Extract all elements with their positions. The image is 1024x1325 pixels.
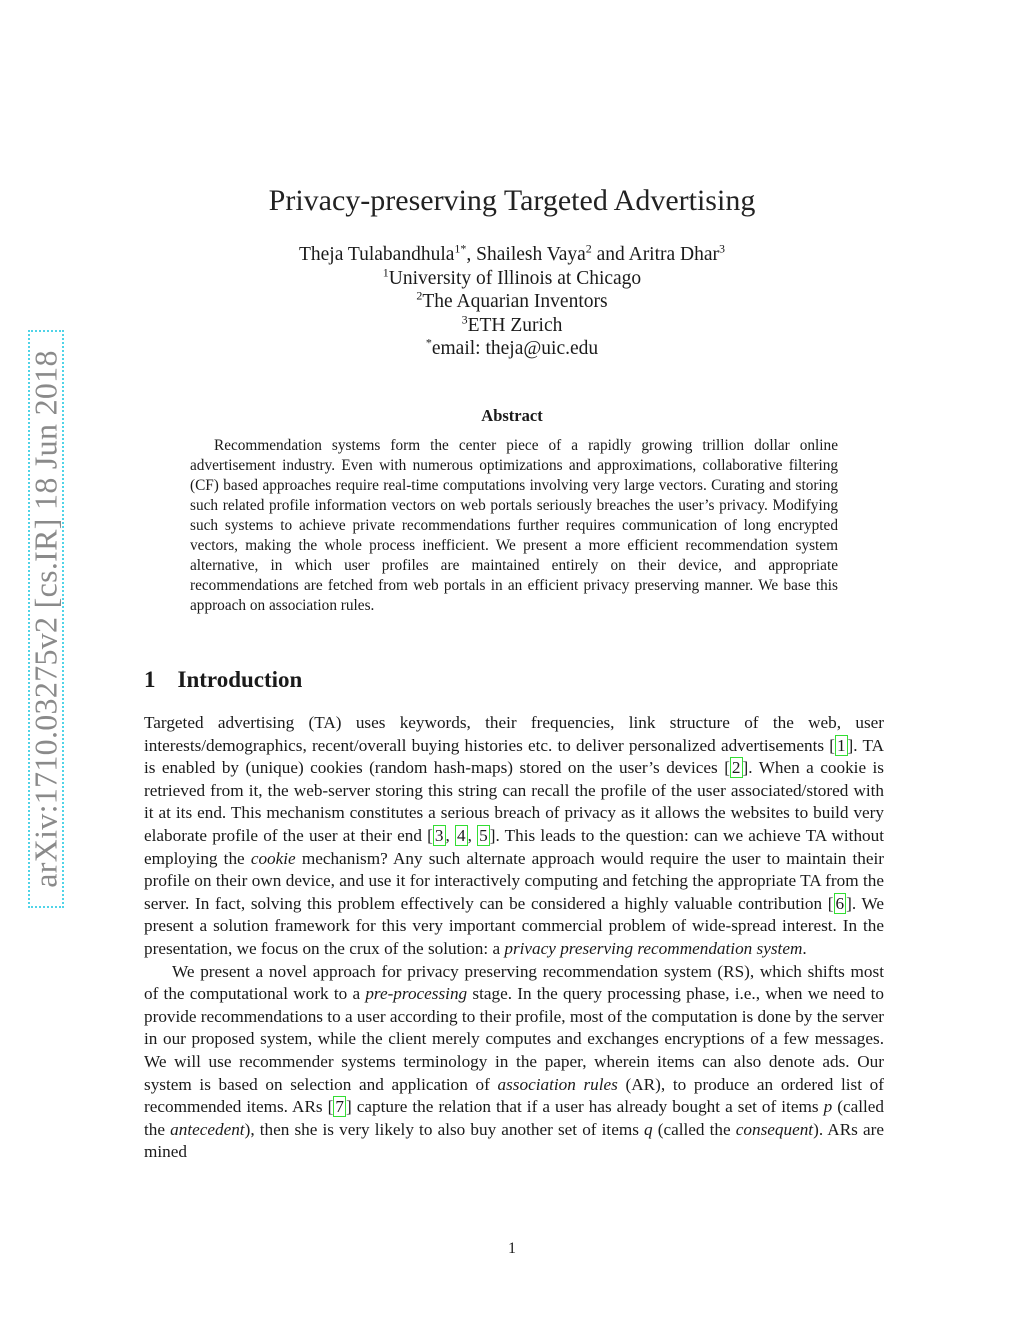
emphasis: cookie — [250, 848, 296, 868]
affiliation — [0, 290, 1024, 314]
text-run: (called the — [652, 1119, 736, 1139]
affiliation-name: University of Illinois at Chicago — [388, 267, 642, 289]
paragraph: Targeted advertising (TA) uses keywords, their frequencies, link structure of the web, user interests/demographics, recent/overall buying histories etc. to deliver personalized advertisements [ 1 ]. TA is enabled by (unique) cookies (random hash-maps) stored on the user’s devices [ 2 ]. When a cookie is retrieved from it, the web-server storing this string can recall the profile of the user associated/stored with it at its end. This mechanism constitutes a serious breach of privacy as it allows the websites to build very elaborate profile of the user at their end [ 3 , 4 , 5 ]. This leads to the question: can we achieve TA without employing the cookie mechanism? Any such alternate approach would require the user to maintain their profile on their own device, and use it for interactively computing and fetching the appropriate TA from the server. In fact, solving this problem effectively can be considered a highly valuable contribution [ 6 ]. We present a solution framework for this very important commercial problem of wide-spread interest. In the presentation, we focus on the crux of the solution: a privacy preserving recommendation system. — [144, 713, 884, 958]
author-block — [0, 243, 1024, 361]
citation-link[interactable]: 3 — [434, 825, 444, 845]
emphasis: consequent — [735, 1119, 814, 1139]
text-run: , — [467, 825, 478, 845]
citation-link[interactable]: 2 — [731, 758, 741, 778]
email-sup: * — [425, 335, 432, 350]
text-run: ), then she is very likely to also buy another set of items — [244, 1119, 645, 1139]
section-heading — [144, 667, 302, 693]
text-run: mechanism? Any such alternate approach would require the user to maintain their profile on their own device, and use it for interactively computing and fetching the appropriate TA from the server. In fact, solving this problem effectively can be considered a highly valuable contribution — [144, 848, 884, 913]
text-run: . This leads to the question: can we achieve TA without employing the — [144, 825, 884, 868]
page-number: 1 — [508, 1240, 516, 1257]
text-run: (AR), to produce an ordered list of recommended items. ARs — [144, 1074, 884, 1117]
affiliation-name: ETH Zurich — [467, 314, 563, 336]
text-run: , — [445, 825, 456, 845]
citation-link[interactable]: 1 — [836, 735, 846, 755]
email-line — [0, 337, 1024, 361]
citation-link[interactable]: 7 — [335, 1097, 344, 1117]
text-run: . — [802, 938, 807, 958]
text-run: . When a cookie is retrieved from it, the web-server storing this string can recall the profile of the user associated/stored with it at its end. This mechanism constitutes a serious breach of privacy as it allows the websites to build very elaborate profile of the user at their end — [144, 758, 884, 845]
author-name: Aritra Dhar — [628, 244, 720, 265]
affiliation-sup: 2 — [416, 288, 423, 303]
emphasis: privacy preserving recommendation system — [504, 938, 803, 958]
math-variable: p — [823, 1097, 833, 1117]
emphasis: antecedent — [170, 1119, 245, 1139]
text-run: capture the relation that if a user has already bought a set of items — [351, 1097, 824, 1117]
author-sup: 1* — [454, 241, 467, 256]
citation-link[interactable]: 5 — [479, 825, 488, 845]
text-run: stage. In the query processing phase, i.e., when we need to provide recommendations to a user according to their profile, most of the computation is done by the server in our proposed system, while the client merely computes and exchanges encryptions of a few messages. We will use recommender systems terminology in the paper, wherein items can also denote ads. Our system is based on selection and application of — [144, 984, 884, 1094]
author-sup: 2 — [585, 241, 592, 256]
affiliation — [0, 267, 1024, 291]
author-line — [0, 243, 1024, 267]
text-run: Targeted advertising (TA) uses keywords, their frequencies, link structure of the web, user interests/demographics, recent/overall buying histories etc. to deliver personalized advertisements — [144, 713, 884, 755]
emphasis: pre-processing — [365, 984, 468, 1004]
abstract-text — [190, 436, 838, 616]
email: email: theja@uic.edu — [431, 338, 599, 359]
abstract-heading: Abstract — [481, 406, 543, 425]
author-separator: , — [466, 244, 477, 265]
paper-title: Privacy-preserving Targeted Advertising — [268, 184, 756, 217]
text-run: (called the — [144, 1097, 884, 1139]
text-run: . TA is enabled by (unique) cookies (random hash-maps) stored on the user’s devices — [144, 735, 884, 778]
citation-link[interactable]: 6 — [835, 893, 845, 913]
emphasis: association rules — [497, 1074, 618, 1094]
abstract-paragraph: Recommendation systems form the center piece of a rapidly growing trillion dollar online advertisement industry. Even with numerous optimizations and approximations, collaborative filtering (CF) based approaches require real-time computations involving very large vectors. Curating and storing such related profile information vectors on web portals seriously breaches the user’s privacy. Modifying such systems to achieve private recommendations further requires communication of long encrypted vectors, making the whole process inefficient. We present a more efficient recommendation system alternative, in which user profiles are maintained entirely on their device, and appropriate recommendations are fetched from web portals in an efficient privacy preserving manner. We base this approach on association rules. — [190, 437, 838, 614]
affiliation — [0, 314, 1024, 338]
affiliation-sup: 1 — [382, 265, 389, 279]
text-run: ). ARs are mined — [144, 1119, 884, 1162]
author-sup: 3 — [719, 241, 726, 256]
affiliation-name: The Aquarian Inventors — [422, 291, 608, 312]
math-variable: q — [644, 1119, 653, 1139]
arxiv-id: arXiv:1710.03275v2 [cs.IR] 18 Jun 2018 — [27, 350, 64, 888]
section-number: 1 — [144, 667, 156, 692]
paragraph: We present a novel approach for privacy preserving recommendation system (RS), which shifts most of the computational work to a pre-processing stage. In the query processing phase, i.e., when we need to provide recommendations to a user according to their profile, most of the computation is done by the server in our proposed system, while the client merely computes and exchanges encryptions of a few messages. We will use recommender systems terminology in the paper, wherein items can also denote ads. Our system is based on selection and application of association rules (AR), to produce an ordered list of recommended items. ARs [ 7 ] capture the relation that if a user has already bought a set of items p (called the antecedent), then she is very likely to also buy another set of items q (called the consequent). ARs are mined — [144, 961, 884, 1162]
section-title: Introduction — [177, 667, 303, 692]
author-name: Theja Tulabandhula — [298, 244, 455, 265]
affiliation-sup: 3 — [461, 312, 468, 326]
text-run: . We present a solution framework for this very important commercial problem of wide-spread interest. In the presentation, we focus on the crux of the solution: a — [144, 893, 884, 958]
author-separator: and — [591, 244, 629, 265]
citation-link[interactable]: 4 — [457, 825, 466, 845]
author-name: Shailesh Vaya — [476, 244, 586, 265]
body-text — [144, 712, 884, 1164]
text-run: We present a novel approach for privacy preserving recommendation system (RS), which shifts most of the computational work to a — [144, 961, 884, 1004]
